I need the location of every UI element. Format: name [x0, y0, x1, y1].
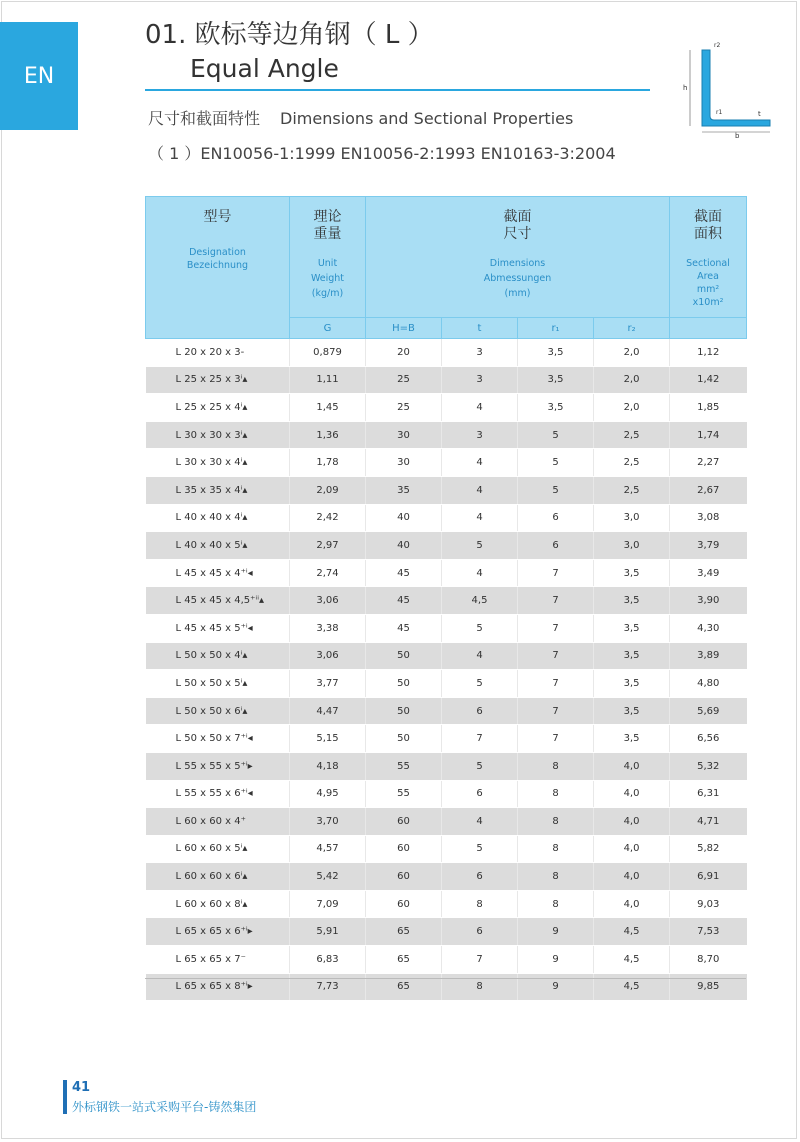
cell-h-b: 55 — [366, 752, 442, 780]
diagram-label-r1: r1 — [716, 109, 723, 116]
diagram-label-r2: r2 — [714, 42, 721, 49]
cell-weight: 3,06 — [290, 642, 366, 670]
cell-h-b: 30 — [366, 421, 442, 449]
cell-area: 3,49 — [670, 559, 747, 587]
cell-weight: 7,73 — [290, 973, 366, 1001]
cell-t: 8 — [442, 973, 518, 1001]
cell-h-b: 40 — [366, 532, 442, 560]
cell-area: 9,85 — [670, 973, 747, 1001]
cell-weight: 1,11 — [290, 366, 366, 394]
header-dimensions: 截面 尺寸 Dimensions Abmessungen (mm) — [366, 197, 670, 318]
cell-area: 3,90 — [670, 587, 747, 615]
cell-r1: 5 — [518, 421, 594, 449]
cell-area: 3,89 — [670, 642, 747, 670]
cell-weight: 6,83 — [290, 946, 366, 974]
cell-h-b: 60 — [366, 808, 442, 836]
cell-designation: L 60 x 60 x 8ⁱ▴ — [146, 890, 290, 918]
cell-r2: 2,5 — [594, 421, 670, 449]
cell-area: 3,79 — [670, 532, 747, 560]
cell-r1: 3,5 — [518, 394, 594, 422]
cell-area: 4,80 — [670, 670, 747, 698]
table-row — [146, 394, 747, 422]
cell-r2: 3,5 — [594, 697, 670, 725]
footer-text: 外标钢铁一站式采购平台-铸然集团 — [72, 1100, 257, 1114]
cell-weight: 4,57 — [290, 835, 366, 863]
cell-designation: L 20 x 20 x 3- — [146, 339, 290, 367]
cell-t: 6 — [442, 863, 518, 891]
cell-weight: 7,09 — [290, 890, 366, 918]
cell-r2: 2,5 — [594, 476, 670, 504]
cell-designation: L 55 x 55 x 5⁺ⁱ▸ — [146, 752, 290, 780]
cell-t: 5 — [442, 752, 518, 780]
table-row — [146, 918, 747, 946]
table-row — [146, 890, 747, 918]
cell-designation: L 45 x 45 x 4,5⁺ⁱⁱ▴ — [146, 587, 290, 615]
cell-r2: 3,5 — [594, 559, 670, 587]
cell-area: 6,31 — [670, 780, 747, 808]
cell-h-b: 50 — [366, 670, 442, 698]
cell-r2: 4,0 — [594, 835, 670, 863]
cell-h-b: 25 — [366, 394, 442, 422]
table-row — [146, 808, 747, 836]
cell-r1: 8 — [518, 780, 594, 808]
subheader-r1: r₁ — [518, 318, 594, 339]
cell-h-b: 45 — [366, 559, 442, 587]
cell-designation: L 65 x 65 x 8⁺ⁱ▸ — [146, 973, 290, 1001]
cell-r1: 6 — [518, 532, 594, 560]
cell-t: 4 — [442, 449, 518, 477]
cell-area: 5,69 — [670, 697, 747, 725]
cell-area: 2,27 — [670, 449, 747, 477]
cell-t: 3 — [442, 339, 518, 367]
cell-area: 1,42 — [670, 366, 747, 394]
cell-designation: L 60 x 60 x 6ⁱ▴ — [146, 863, 290, 891]
table-row — [146, 587, 747, 615]
cell-h-b: 50 — [366, 697, 442, 725]
cell-h-b: 30 — [366, 449, 442, 477]
cell-t: 6 — [442, 918, 518, 946]
cell-r1: 8 — [518, 808, 594, 836]
cell-area: 8,70 — [670, 946, 747, 974]
table-row — [146, 532, 747, 560]
cell-designation: L 50 x 50 x 7⁺ⁱ◂ — [146, 725, 290, 753]
header-designation: 型号 Designation Bezeichnung — [146, 197, 290, 339]
cell-h-b: 65 — [366, 946, 442, 974]
cell-t: 5 — [442, 835, 518, 863]
cell-designation: L 25 x 25 x 3ⁱ▴ — [146, 366, 290, 394]
cell-h-b: 40 — [366, 504, 442, 532]
cell-weight: 2,97 — [290, 532, 366, 560]
table-row — [146, 559, 747, 587]
cell-r1: 7 — [518, 642, 594, 670]
cell-weight: 1,36 — [290, 421, 366, 449]
cell-t: 4 — [442, 642, 518, 670]
table-row — [146, 670, 747, 698]
table-row — [146, 449, 747, 477]
cell-designation: L 60 x 60 x 5ⁱ▴ — [146, 835, 290, 863]
footer-accent-bar — [63, 1080, 67, 1114]
cell-t: 4 — [442, 504, 518, 532]
cell-h-b: 60 — [366, 863, 442, 891]
cell-r2: 3,0 — [594, 532, 670, 560]
cell-h-b: 45 — [366, 587, 442, 615]
cell-r1: 7 — [518, 725, 594, 753]
language-tab[interactable]: EN — [0, 22, 78, 130]
cell-designation: L 30 x 30 x 3ⁱ▴ — [146, 421, 290, 449]
cell-r2: 4,5 — [594, 946, 670, 974]
cell-r2: 2,0 — [594, 366, 670, 394]
cell-h-b: 50 — [366, 725, 442, 753]
cell-t: 3 — [442, 421, 518, 449]
cell-weight: 2,09 — [290, 476, 366, 504]
table-row — [146, 835, 747, 863]
cell-area: 4,30 — [670, 614, 747, 642]
cell-weight: 5,91 — [290, 918, 366, 946]
cell-area: 6,56 — [670, 725, 747, 753]
table-body — [146, 339, 747, 1001]
cell-r2: 4,5 — [594, 918, 670, 946]
cell-r1: 3,5 — [518, 339, 594, 367]
cell-r2: 4,5 — [594, 973, 670, 1001]
cell-weight: 4,47 — [290, 697, 366, 725]
cell-h-b: 45 — [366, 614, 442, 642]
cell-r1: 7 — [518, 697, 594, 725]
cell-weight: 3,38 — [290, 614, 366, 642]
cell-r1: 3,5 — [518, 366, 594, 394]
cell-designation: L 50 x 50 x 6ⁱ▴ — [146, 697, 290, 725]
cell-weight: 2,42 — [290, 504, 366, 532]
cell-weight: 1,45 — [290, 394, 366, 422]
angle-section-diagram — [680, 38, 788, 138]
cell-area: 5,82 — [670, 835, 747, 863]
cell-r1: 9 — [518, 918, 594, 946]
cell-r2: 3,5 — [594, 642, 670, 670]
cell-t: 7 — [442, 725, 518, 753]
cell-designation: L 45 x 45 x 4⁺ⁱ◂ — [146, 559, 290, 587]
table-row — [146, 642, 747, 670]
cell-r2: 3,5 — [594, 614, 670, 642]
cell-r2: 2,0 — [594, 339, 670, 367]
cell-r1: 7 — [518, 587, 594, 615]
cell-designation: L 50 x 50 x 4ⁱ▴ — [146, 642, 290, 670]
cell-h-b: 25 — [366, 366, 442, 394]
subheader-area — [670, 318, 747, 339]
cell-r2: 3,5 — [594, 725, 670, 753]
cell-r1: 7 — [518, 559, 594, 587]
cell-r2: 4,0 — [594, 863, 670, 891]
cell-r2: 4,0 — [594, 752, 670, 780]
cell-weight: 2,74 — [290, 559, 366, 587]
page-title-en: Equal Angle — [190, 54, 339, 83]
cell-t: 5 — [442, 670, 518, 698]
table-row — [146, 614, 747, 642]
cell-h-b: 35 — [366, 476, 442, 504]
page-number: 41 — [72, 1080, 91, 1095]
cell-designation: L 40 x 40 x 4ⁱ▴ — [146, 504, 290, 532]
cell-t: 3 — [442, 366, 518, 394]
cell-t: 7 — [442, 946, 518, 974]
equal-angle-table — [145, 196, 747, 1001]
cell-area: 1,12 — [670, 339, 747, 367]
cell-designation: L 45 x 45 x 5⁺ⁱ◂ — [146, 614, 290, 642]
diagram-label-t: t — [758, 110, 761, 118]
cell-area: 9,03 — [670, 890, 747, 918]
cell-weight: 5,15 — [290, 725, 366, 753]
subtitle-cn: 尺寸和截面特性 — [148, 109, 261, 128]
table-row — [146, 863, 747, 891]
header-weight: 理论 重量 Unit Weight (kg/m) — [290, 197, 366, 318]
cell-r2: 4,0 — [594, 780, 670, 808]
table-row — [146, 780, 747, 808]
cell-designation: L 65 x 65 x 7⁻ — [146, 946, 290, 974]
cell-weight: 3,06 — [290, 587, 366, 615]
table-row — [146, 421, 747, 449]
cell-area: 2,67 — [670, 476, 747, 504]
table-row — [146, 504, 747, 532]
page-title-cn: 01. 欧标等边角钢（ L ） — [145, 20, 434, 50]
cell-r2: 3,5 — [594, 587, 670, 615]
cell-area: 5,32 — [670, 752, 747, 780]
cell-t: 4 — [442, 559, 518, 587]
cell-h-b: 60 — [366, 890, 442, 918]
cell-designation: L 65 x 65 x 6⁺ⁱ▸ — [146, 918, 290, 946]
cell-h-b: 50 — [366, 642, 442, 670]
cell-t: 8 — [442, 890, 518, 918]
table-row — [146, 946, 747, 974]
cell-weight: 3,70 — [290, 808, 366, 836]
cell-r2: 4,0 — [594, 808, 670, 836]
cell-r2: 4,0 — [594, 890, 670, 918]
cell-area: 1,85 — [670, 394, 747, 422]
subtitle-en: Dimensions and Sectional Properties — [280, 109, 574, 128]
subheader-g: G — [290, 318, 366, 339]
cell-weight: 5,42 — [290, 863, 366, 891]
cell-designation: L 50 x 50 x 5ⁱ▴ — [146, 670, 290, 698]
cell-h-b: 60 — [366, 835, 442, 863]
cell-t: 6 — [442, 697, 518, 725]
title-divider — [145, 89, 650, 91]
cell-designation: L 40 x 40 x 5ⁱ▴ — [146, 532, 290, 560]
table-row — [146, 752, 747, 780]
cell-area: 3,08 — [670, 504, 747, 532]
cell-t: 4 — [442, 394, 518, 422]
table-row — [146, 476, 747, 504]
standards-line: （ 1 ）EN10056-1:1999 EN10056-2:1993 EN10163-3:2004 — [148, 144, 616, 163]
cell-area: 1,74 — [670, 421, 747, 449]
cell-r1: 9 — [518, 973, 594, 1001]
cell-r1: 8 — [518, 835, 594, 863]
cell-r1: 5 — [518, 476, 594, 504]
cell-h-b: 65 — [366, 973, 442, 1001]
cell-t: 4 — [442, 476, 518, 504]
cell-r1: 6 — [518, 504, 594, 532]
subheader-h-b: H=B — [366, 318, 442, 339]
cell-area: 7,53 — [670, 918, 747, 946]
cell-designation: L 60 x 60 x 4⁺ — [146, 808, 290, 836]
cell-h-b: 20 — [366, 339, 442, 367]
cell-t: 4 — [442, 808, 518, 836]
cell-weight: 1,78 — [290, 449, 366, 477]
cell-r1: 8 — [518, 890, 594, 918]
cell-t: 5 — [442, 614, 518, 642]
cell-designation: L 55 x 55 x 6⁺ⁱ◂ — [146, 780, 290, 808]
cell-designation: L 30 x 30 x 4ⁱ▴ — [146, 449, 290, 477]
header-area: 截面 面积 Sectional Area mm² x10m² — [670, 197, 747, 318]
section-subtitle — [148, 106, 573, 129]
cell-area: 4,71 — [670, 808, 747, 836]
table-bottom-rule — [145, 978, 746, 979]
subheader-r2: r₂ — [594, 318, 670, 339]
cell-r1: 8 — [518, 863, 594, 891]
cell-weight: 4,95 — [290, 780, 366, 808]
cell-t: 5 — [442, 532, 518, 560]
cell-weight: 3,77 — [290, 670, 366, 698]
cell-area: 6,91 — [670, 863, 747, 891]
table-row — [146, 339, 747, 367]
diagram-label-h: h — [683, 84, 688, 92]
cell-weight: 4,18 — [290, 752, 366, 780]
cell-h-b: 65 — [366, 918, 442, 946]
cell-r1: 9 — [518, 946, 594, 974]
cell-t: 4,5 — [442, 587, 518, 615]
cell-r2: 3,5 — [594, 670, 670, 698]
cell-designation: L 35 x 35 x 4ⁱ▴ — [146, 476, 290, 504]
cell-r1: 7 — [518, 670, 594, 698]
subheader-t: t — [442, 318, 518, 339]
cell-r2: 2,0 — [594, 394, 670, 422]
cell-r1: 8 — [518, 752, 594, 780]
table-row — [146, 697, 747, 725]
table-row — [146, 725, 747, 753]
cell-h-b: 55 — [366, 780, 442, 808]
cell-weight: 0,879 — [290, 339, 366, 367]
cell-designation: L 25 x 25 x 4ⁱ▴ — [146, 394, 290, 422]
diagram-label-b: b — [735, 132, 740, 138]
cell-r1: 7 — [518, 614, 594, 642]
cell-t: 6 — [442, 780, 518, 808]
cell-r2: 2,5 — [594, 449, 670, 477]
table-row — [146, 366, 747, 394]
cell-r2: 3,0 — [594, 504, 670, 532]
cell-r1: 5 — [518, 449, 594, 477]
